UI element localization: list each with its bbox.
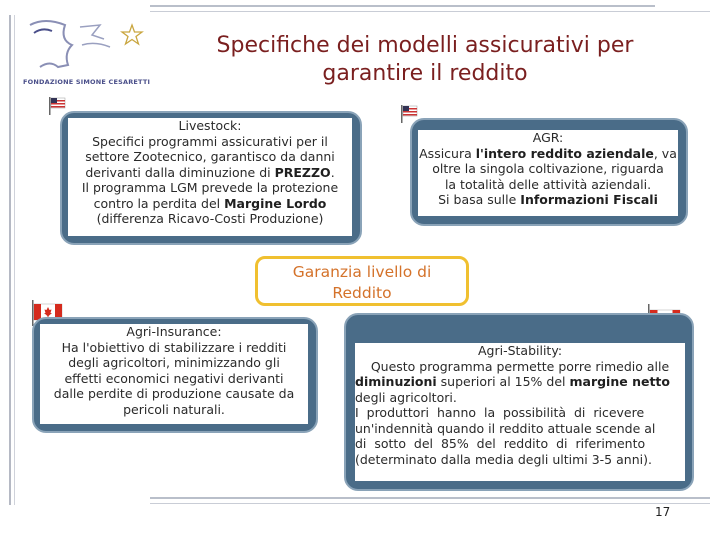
livestock-text: contro la perdita del: [93, 195, 225, 211]
agri-insurance-line-1: Ha l'obiettivo di stabilizzare i redditi: [61, 339, 287, 355]
agr-line-4: [418, 192, 678, 208]
livestock-highlight-prezzo: PREZZO: [274, 164, 331, 180]
livestock-card: [68, 118, 352, 236]
agri-insurance-line-4: dalle perdite di produzione causate da: [53, 386, 295, 401]
agri-stability-highlight-margine: margine netto: [569, 374, 670, 389]
bottom-rule: [150, 497, 710, 499]
agr-highlight-fiscali: Informazioni Fiscali: [520, 192, 658, 207]
foundation-logo: [20, 15, 150, 95]
agri-stability-line-7: (determinato dalla media degli ultimi 3-5 anni).: [355, 451, 652, 467]
agri-stability-highlight-diminuzioni: diminuzioni: [355, 374, 437, 389]
star-icon: [122, 25, 142, 44]
livestock-text: .: [330, 164, 335, 180]
agri-stability-card: [355, 343, 685, 481]
agr-card: [418, 130, 678, 216]
agri-stability-heading: Agri-Stability:: [477, 343, 563, 358]
garanzia-line-2: Reddito: [332, 284, 392, 302]
agr-text: , va: [653, 145, 677, 161]
agr-line-1: [418, 146, 678, 162]
title-line-2: garantire il reddito: [322, 61, 528, 86]
agri-insurance-card: [40, 324, 308, 424]
agri-stability-line-1: Questo programma permette porre rimedio alle: [370, 358, 670, 374]
garanzia-line-1: Garanzia livello di: [292, 263, 432, 281]
agri-stability-line-5: un'indennità quando il reddito attuale scende al: [355, 420, 656, 436]
left-rule: [9, 15, 11, 505]
garanzia-box: [255, 256, 469, 306]
agri-stability-line-4: I produttori hanno la possibilità di ricevere: [355, 405, 645, 420]
agri-stability-line-3: degli agricoltori.: [355, 389, 457, 405]
agri-stability-text: superiori al 15% del: [436, 374, 570, 389]
livestock-line-4: Il programma LGM prevede la protezione: [81, 180, 339, 195]
livestock-line-2: settore Zootecnico, garantisco da danni: [85, 149, 335, 164]
agr-line-3: la totalità delle attività aziendali.: [444, 176, 652, 192]
agri-stability-line-6: di sotto del 85% del reddito di riferimento: [355, 436, 646, 451]
page-number: 17: [655, 505, 671, 519]
top-rule: [150, 5, 655, 7]
agr-text: Si basa sulle: [438, 192, 521, 207]
logo-label: FONDAZIONE SIMONE CESARETTI: [23, 78, 151, 86]
agri-insurance-heading: Agri-Insurance:: [126, 324, 222, 339]
top-rule-thin: [150, 11, 710, 12]
logo-emblem-icon: [20, 15, 150, 77]
agri-stability-line-2: [355, 374, 685, 390]
livestock-line-6: (differenza Ricavo-Costi Produzione): [96, 211, 324, 226]
livestock-line-1: Specifici programmi assicurativi per il: [92, 133, 328, 149]
title-line-1: Specifiche dei modelli assicurativi per: [216, 33, 634, 58]
agri-insurance-line-5: pericoli naturali.: [123, 401, 225, 417]
slide-title: [190, 32, 660, 88]
livestock-highlight-margine: Margine Lordo: [224, 195, 327, 211]
livestock-text: derivanti dalla diminuzione di: [85, 164, 275, 180]
livestock-heading: Livestock:: [178, 118, 242, 133]
livestock-line-5: [68, 196, 352, 212]
bottom-rule-thin: [150, 503, 710, 504]
livestock-line-3: [68, 165, 352, 181]
agr-heading: AGR:: [532, 130, 564, 145]
agri-insurance-line-3: effetti economici negativi derivanti: [64, 370, 284, 386]
agr-highlight-reddito: l'intero reddito aziendale: [475, 145, 654, 161]
left-rule-thin: [14, 15, 15, 505]
agr-line-2: oltre la singola coltivazione, riguarda: [432, 161, 664, 176]
agr-text: Assicura: [419, 145, 476, 161]
agri-insurance-line-2: degli agricoltori, minimizzando gli: [68, 355, 280, 370]
